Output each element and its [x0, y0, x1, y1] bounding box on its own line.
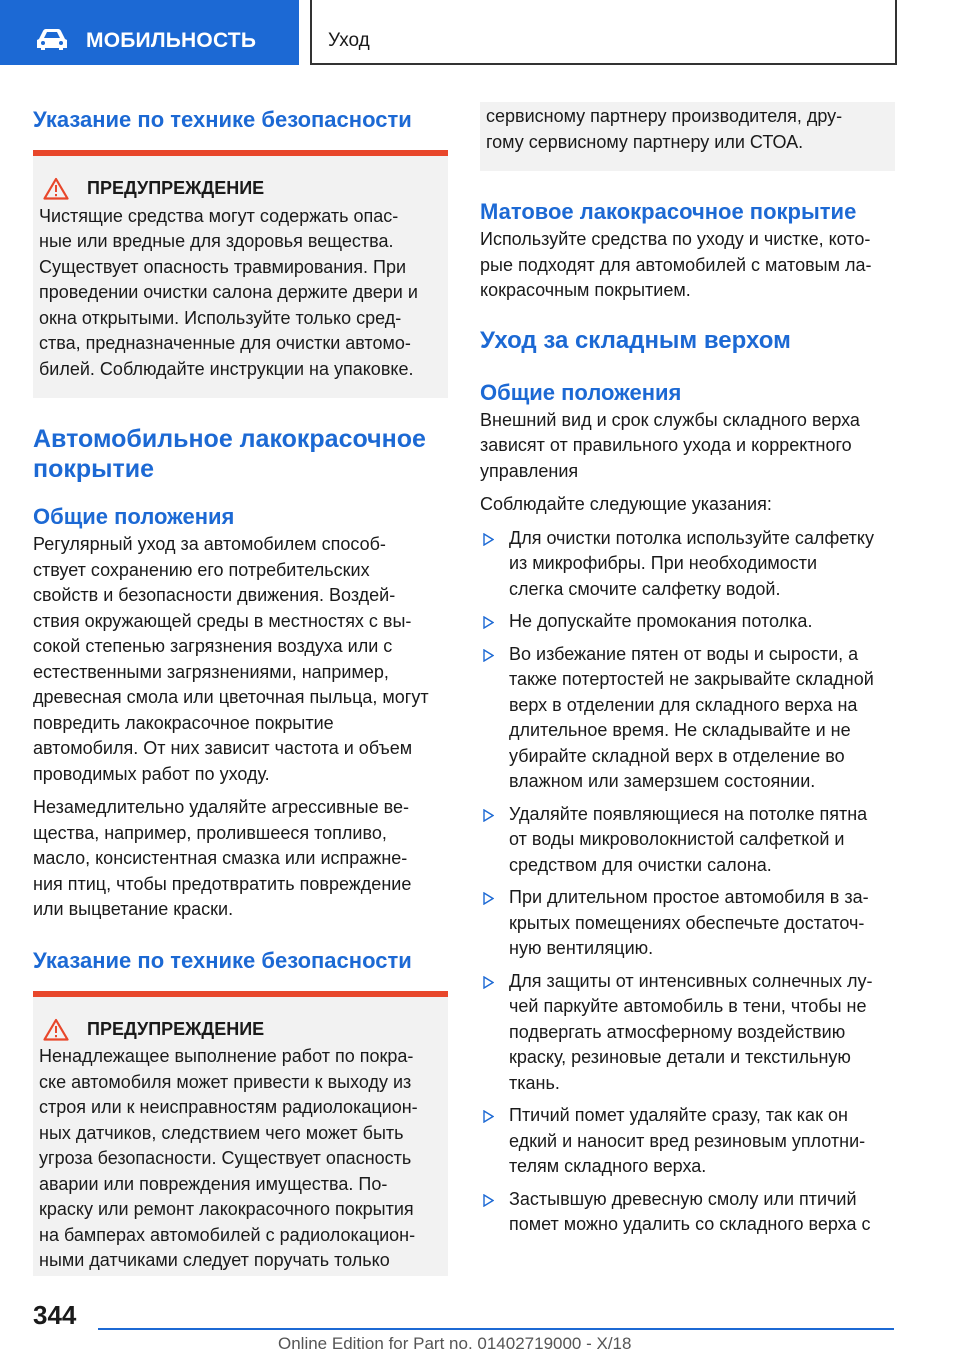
- text-line: телям складного верха.: [509, 1156, 707, 1176]
- text-line: автомобиля. От них зависит частота и объем: [33, 738, 413, 758]
- section-label: МОБИЛЬНОСТЬ: [86, 29, 257, 52]
- text-line: Застывшую древесную смолу или птичий: [509, 1188, 857, 1209]
- text-line: или выцветание краски.: [33, 899, 234, 919]
- warning-line: ства, предназначенные для очистки автомо-: [39, 333, 411, 353]
- warning-line: ные или вредные для здоровья вещества.: [39, 231, 394, 251]
- warning-box-continued: [480, 102, 895, 171]
- bullet-triangle-icon: [483, 616, 494, 629]
- list-item: [480, 526, 895, 603]
- text-line: сокой степенью загрязнения воздуха или с: [33, 636, 393, 656]
- warning-line: строя или к неисправностям радиолокацион-: [39, 1097, 418, 1117]
- warning-line: окна открытыми. Используйте только сред-: [39, 307, 402, 328]
- text-line: рые подходят для автомобилей с матовым ла-: [480, 254, 872, 275]
- warning-title-text: ПРЕДУПРЕЖДЕНИЕ: [87, 1018, 265, 1039]
- text-line: слегка смочите салфетку водой.: [509, 578, 781, 599]
- bullet-triangle-icon: [483, 649, 494, 662]
- text-line: свойств и безопасности движения. Воздей-: [33, 585, 396, 605]
- text-line: крытых помещениях обеспечьте достаточ-: [509, 912, 865, 933]
- text-line: Во избежание пятен от воды и сырости, а: [509, 643, 859, 664]
- text-line: также потертостей не закрывайте складной: [509, 669, 874, 689]
- text-line: едкий и наносит вред резиновым уплотни-: [509, 1130, 866, 1151]
- bullet-triangle-icon: [483, 1194, 494, 1207]
- warning-line: сервисному партнеру производителя, дру-: [486, 106, 843, 126]
- text-line: длительное время. Не складывайте и не: [509, 720, 851, 740]
- warning-line: ске автомобиля может привести к выходу из: [39, 1071, 412, 1092]
- warning-line: проведении очистки салона держите двери и: [39, 282, 418, 302]
- list-item: [480, 885, 895, 962]
- footer-rule: [98, 1328, 894, 1330]
- warning-line: гому сервисному партнеру или СТОА.: [486, 131, 804, 152]
- warning-line: ных датчиков, следствием чего может быть: [39, 1122, 404, 1143]
- text-line: Используйте средства по уходу и чистке, кото-: [480, 229, 871, 249]
- warning-triangle-icon: [43, 1018, 69, 1041]
- warning-box: [33, 997, 448, 1276]
- paragraph: [480, 227, 895, 304]
- warning-line: аварии или повреждения имущества. По-: [39, 1173, 388, 1194]
- warning-line: ными датчиками следует поручать только: [39, 1250, 390, 1270]
- text-line: При длительном простое автомобиля в за-: [509, 887, 869, 907]
- bullet-triangle-icon: [483, 976, 494, 989]
- warning-triangle-icon: [43, 177, 69, 200]
- page-number: 344: [33, 1300, 77, 1330]
- bullet-triangle-icon: [483, 1110, 494, 1123]
- text-line: кокрасочным покрытием.: [480, 280, 691, 300]
- paragraph: [33, 795, 448, 923]
- chapter-header: [310, 0, 897, 65]
- edition-link[interactable]: Online Edition for Part no. 01402719000 - X/18: [278, 1334, 632, 1353]
- warning-line: Чистящие средства могут содержать опас-: [39, 205, 399, 226]
- text-line: Регулярный уход за автомобилем способ-: [33, 534, 386, 554]
- bullet-triangle-icon: [483, 809, 494, 822]
- text-line: древесная смола или цветочная пыльца, могут: [33, 687, 429, 707]
- text-line: подвергать атмосферному воздействию: [509, 1021, 846, 1042]
- folding-top-heading: Уход за складным верхом: [480, 326, 791, 354]
- text-line: влажном или замерзшем состоянии.: [509, 771, 816, 791]
- text-line: естественными загрязнениями, например,: [33, 661, 389, 682]
- safety-heading: Указание по технике безопасности: [33, 947, 412, 973]
- text-line: масло, консистентная смазка или испражне-: [33, 848, 408, 868]
- section-tab[interactable]: [0, 0, 299, 65]
- text-line: ствия окружающей среды в местностях с вы-: [33, 610, 412, 631]
- text-line: ствует сохранению его потребительских: [33, 559, 370, 580]
- text-line: Не допускайте промокания потолка.: [509, 611, 813, 631]
- warning-title-text: ПРЕДУПРЕЖДЕНИЕ: [87, 178, 265, 198]
- text-line: щества, например, пролившееся топливо,: [33, 822, 387, 843]
- text-line: проводимых работ по уходу.: [33, 763, 270, 784]
- text-line: от воды микроволокнистой салфеткой и: [509, 829, 845, 849]
- paragraph: [480, 408, 895, 485]
- safety-heading: Указание по технике безопасности: [33, 107, 412, 132]
- warning-line: на бамперах автомобилей с радиолокацион-: [39, 1224, 416, 1245]
- text-line: повредить лакокрасочное покрытие: [33, 712, 334, 733]
- list-item: [480, 609, 895, 635]
- warning-line: угроза безопасности. Существует опасность: [39, 1148, 412, 1168]
- car-icon: [34, 27, 70, 51]
- matte-heading: Матовое лакокрасочное покрытие: [480, 199, 857, 224]
- list-item: [480, 642, 895, 795]
- text-line: Незамедлительно удаляйте агрессивные ве-: [33, 797, 409, 817]
- paragraph: [33, 532, 448, 787]
- list-item: [480, 1187, 895, 1238]
- warning-title: [39, 1017, 440, 1043]
- warning-line: Ненадлежащее выполнение работ по покра-: [39, 1046, 414, 1066]
- general-heading: Общие положения: [33, 504, 235, 529]
- list-item: [480, 1103, 895, 1180]
- bullet-triangle-icon: [483, 892, 494, 905]
- text-line: зависят от правильного ухода и корректного: [480, 435, 852, 455]
- list-item: [480, 969, 895, 1097]
- care-list: [480, 526, 895, 1238]
- warning-box: [33, 156, 448, 398]
- text-line: из микрофибры. При необходимости: [509, 553, 818, 573]
- observe-text: Соблюдайте следующие указания:: [480, 494, 772, 514]
- warning-line: краску или ремонт лакокрасочного покрытия: [39, 1199, 414, 1219]
- text-line: Птичий помет удаляйте сразу, так как он: [509, 1105, 848, 1125]
- paint-heading-line: покрытие: [33, 455, 155, 483]
- text-line: ния птиц, чтобы предотвратить повреждение: [33, 873, 412, 894]
- warning-line: Существует опасность травмирования. При: [39, 256, 407, 277]
- paint-heading: [33, 424, 448, 484]
- text-line: средством для очистки салона.: [509, 854, 772, 875]
- text-line: управления: [480, 460, 579, 481]
- paint-heading-line: Автомобильное лакокрасочное: [33, 425, 426, 453]
- text-line: верх в отделении для складного верха на: [509, 694, 858, 715]
- left-column: [33, 100, 448, 1276]
- text-line: помет можно удалить со складного верха с: [509, 1214, 871, 1234]
- text-line: убирайте складной верх в отделение во: [509, 745, 845, 766]
- text-line: Удаляйте появляющиеся на потолке пятна: [509, 803, 868, 824]
- text-line: чей паркуйте автомобиль в тени, чтобы не: [509, 996, 867, 1016]
- text-line: ную вентиляцию.: [509, 938, 654, 958]
- chapter-title: Уход: [328, 30, 370, 51]
- list-item: [480, 802, 895, 879]
- text-line: краску, резиновые детали и текстильную: [509, 1047, 851, 1067]
- right-column: [480, 102, 895, 1245]
- warning-title: [39, 176, 440, 202]
- warning-line: билей. Соблюдайте инструкции на упаковке.: [39, 358, 414, 379]
- text-line: Для очистки потолка используйте салфетку: [509, 527, 874, 548]
- text-line: Для защиты от интенсивных солнечных лу-: [509, 970, 873, 991]
- bullet-triangle-icon: [483, 533, 494, 546]
- general-heading: Общие положения: [480, 379, 682, 405]
- text-line: ткань.: [509, 1072, 560, 1093]
- text-line: Внешний вид и срок службы складного верха: [480, 409, 860, 430]
